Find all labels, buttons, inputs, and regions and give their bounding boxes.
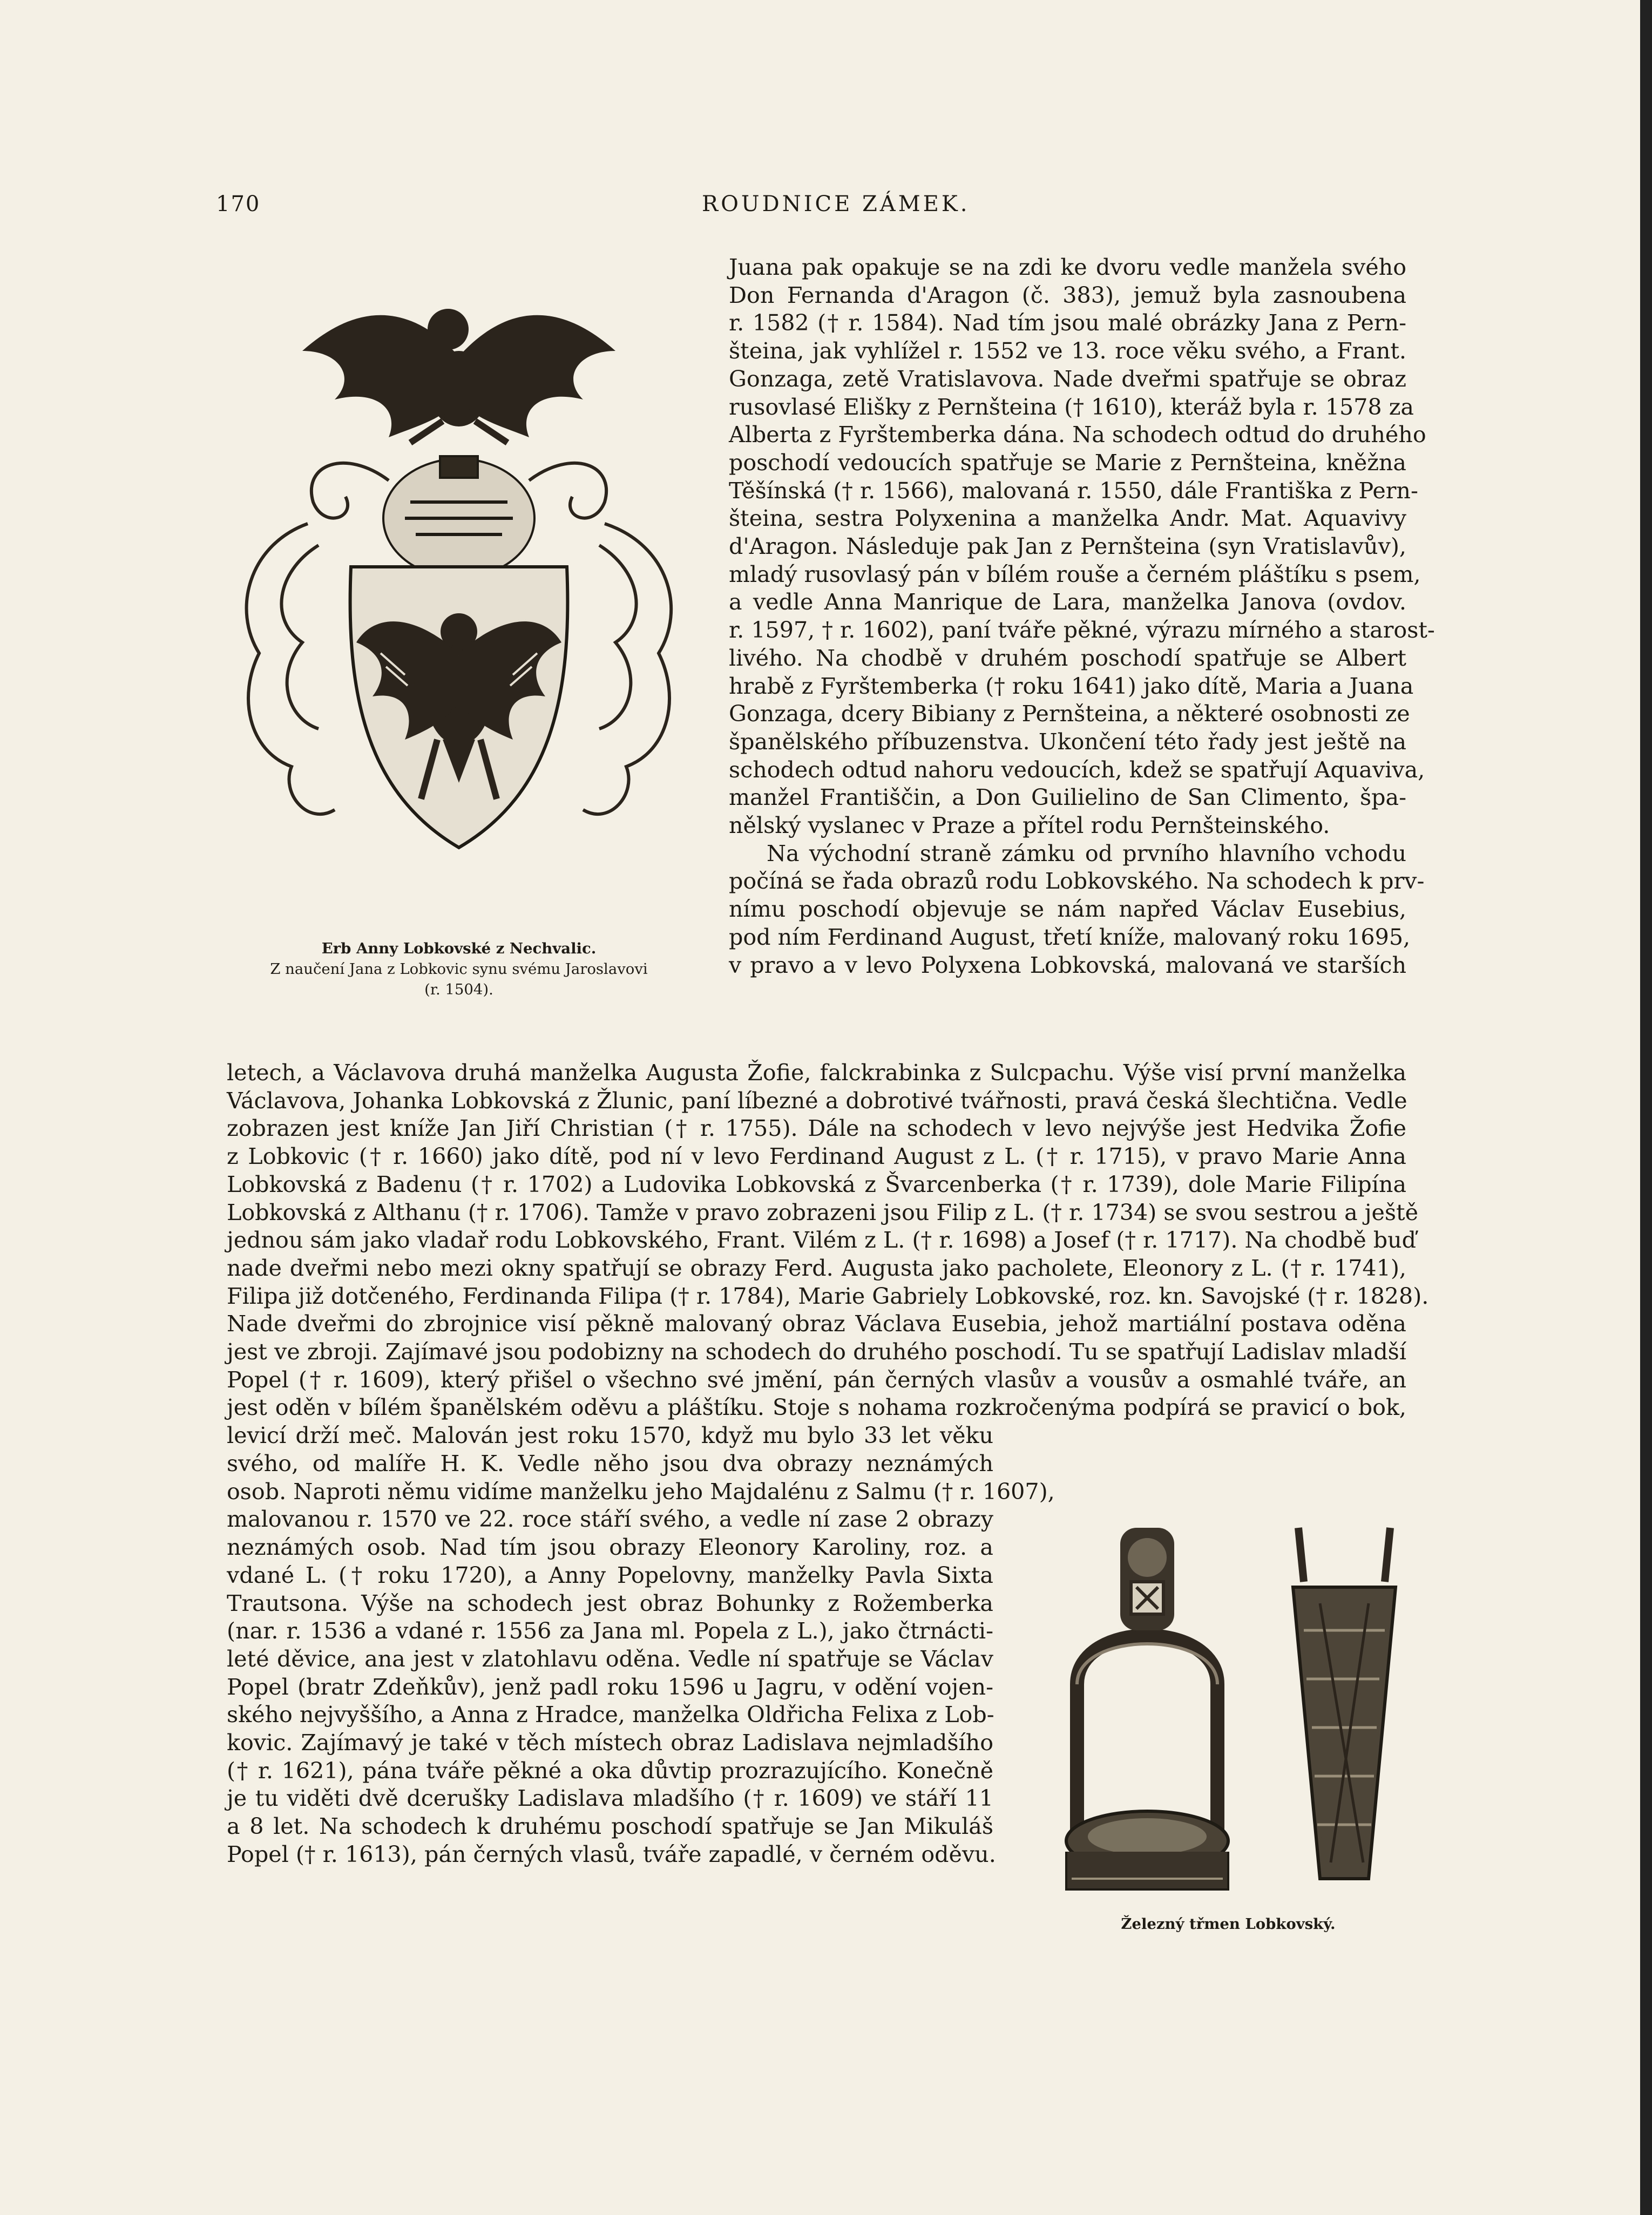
text-line: r. 1597, † r. 1602), paní tváře pěkné, výrazu mírného a starost-: [729, 617, 1435, 643]
text-line: počíná se řada obrazů rodu Lobkovského. Na schodech k prv-: [729, 868, 1425, 895]
text-line: jest oděn v bílém španělském oděvu a pláštíku. Stoje s nohama rozkročenýma podpírá se pravicí o bok,: [227, 1394, 1406, 1421]
page-edge: [1640, 0, 1652, 2215]
text-line: zobrazen jest kníže Jan Jiří Christian († r. 1755). Dále na schodech v levo nejvýše jest Hedvika Žofie: [227, 1115, 1406, 1142]
text-line: šteina, jak vyhlížel r. 1552 ve 13. roce věku svého, a Frant.: [729, 338, 1406, 364]
text-line: nade dveřmi nebo mezi okny spatřují se obrazy Ferd. Augusta jako pacholete, Eleonory z L. († r. 1741),: [227, 1255, 1406, 1281]
text-line: d'Aragon. Následuje pak Jan z Pernšteina (syn Vratislavův),: [729, 533, 1406, 560]
coat-of-arms-caption-title: Erb Anny Lobkovské z Nechvalic.: [321, 940, 597, 957]
text-line: Juana pak opakuje se na zdi ke dvoru vedle manžela svého: [729, 254, 1406, 280]
text-line: Václavova, Johanka Lobkovská z Žlunic, paní líbezné a dobrotivé tvářnosti, pravá česká šlechtična. Vedle: [227, 1087, 1407, 1114]
text-block-2-tail: [227, 1422, 993, 1450]
text-line: pod ním Ferdinand August, třetí kníže, malovaný roku 1695,: [729, 924, 1411, 950]
text-line: Popel (bratr Zdeňkův), jenž padl roku 1596 u Jagru, v odění vojen-: [227, 1674, 993, 1700]
text-line: v pravo a v levo Polyxena Lobkovská, malovaná ve starších: [729, 952, 1406, 978]
coat-of-arms-caption-line: (r. 1504).: [424, 981, 493, 998]
text-line: Lobkovská z Badenu († r. 1702) a Ludovika Lobkovská z Švarcenberka († r. 1739), dole Marie Filipína: [227, 1171, 1406, 1197]
text-line: Filipa již dotčeného, Ferdinanda Filipa († r. 1784), Marie Gabriely Lobkovské, roz. kn. Savojské († r. 1828).: [227, 1283, 1429, 1309]
text-line: hrabě z Fyrštemberka († roku 1641) jako dítě, Maria a Juana: [729, 673, 1414, 699]
coat-of-arms-caption-line: Z naučení Jana z Lobkovic synu svému Jaroslavovi: [270, 960, 648, 978]
text-line: jest ve zbroji. Zajímavé jsou podobizny na schodech do druhého poschodí. Tu se spatřují Ladislav mladší: [227, 1339, 1406, 1365]
coat-of-arms-caption: [227, 938, 691, 1000]
text-line: osob. Naproti němu vidíme manželku jeho Majdalénu z Salmu († r. 1607),: [227, 1478, 1055, 1505]
text-line: nímu poschodí objevuje se nám napřed Václav Eusebius,: [729, 896, 1406, 923]
text-line: z Lobkovic († r. 1660) jako dítě, pod ní v levo Ferdinand August z L. († r. 1715), v pravo Marie Anna: [227, 1143, 1406, 1170]
text-line: ského nejvyššího, a Anna z Hradce, manželka Oldřicha Felixa z Lob-: [227, 1702, 994, 1728]
coat-of-arms-illustration: [227, 265, 691, 939]
text-line: mladý rusovlasý pán v bílém rouše a černém pláštíku s psem,: [729, 561, 1421, 587]
text-line: Trautsona. Výše na schodech jest obraz Bohunky z Rožemberka: [227, 1590, 993, 1616]
text-line: letech, a Václavova druhá manželka Augusta Žofie, falckrabinka z Sulcpachu. Výše visí první manželka: [227, 1060, 1406, 1086]
text-block-3: [227, 1450, 1055, 1869]
text-line: vdané L. († roku 1720), a Anny Popelovny, manželky Pavla Sixta: [227, 1562, 993, 1588]
text-line: Gonzaga, dcery Bibiany z Pernšteina, a některé osobnosti ze: [729, 701, 1410, 727]
text-line: r. 1582 († r. 1584). Nad tím jsou malé obrázky Jana z Pern-: [729, 310, 1406, 336]
text-line: Na východní straně zámku od prvního hlavního vchodu: [767, 840, 1406, 866]
text-line: nělský vyslanec v Praze a přítel rodu Pernšteinského.: [729, 812, 1330, 839]
text-line: poschodí vedoucích spatřuje se Marie z Pernšteina, kněžna: [729, 449, 1406, 476]
text-line: livého. Na chodbě v druhém poschodí spatřuje se Albert: [729, 645, 1406, 671]
text-line: manžel Františčin, a Don Guilielino de San Climento, špa-: [729, 784, 1406, 811]
text-line: a 8 let. Na schodech k druhému poschodí spatřuje se Jan Mikuláš: [227, 1813, 993, 1840]
text-block-1: [729, 254, 1435, 979]
text-line: schodech odtud nahoru vedoucích, kdež se spatřují Aquaviva,: [729, 756, 1425, 783]
text-line: Popel († r. 1609), který přišel o všechno své jmění, pán černých vlasův a vousův a osmahlé tváře, an: [227, 1366, 1406, 1393]
text-line: Gonzaga, zetě Vratislavova. Nade dveřmi spatřuje se obraz: [729, 365, 1406, 392]
text-line: šteina, sestra Polyxenina a manželka Andr. Mat. Aquavivy: [729, 505, 1406, 532]
text-line: Don Fernanda d'Aragon (č. 383), jemuž byla zasnoubena: [729, 282, 1406, 308]
text-line: a vedle Anna Manrique de Lara, manželka Janova (ovdov.: [729, 589, 1406, 615]
text-line: je tu viděti dvě dcerušky Ladislava mladšího († r. 1609) ve stáří 11: [227, 1785, 993, 1812]
text-line: malovanou r. 1570 ve 22. roce stáří svého, a vedle ní zase 2 obrazy: [227, 1506, 993, 1533]
text-line: neznámých osob. Nad tím jsou obrazy Eleonory Karoliny, roz. a: [227, 1534, 993, 1561]
stirrup-caption: Železný třmen Lobkovský.: [1121, 1915, 1336, 1933]
text-line: jednou sám jako vladař rodu Lobkovského, Frant. Vilém z L. († r. 1698) a Josef († r. 1717). Na chodbě buď: [227, 1227, 1417, 1254]
text-line: († r. 1621), pána tváře pěkné a oka důvtip prozrazujícího. Konečně: [227, 1757, 993, 1784]
text-line: Těšínská († r. 1566), malovaná r. 1550, dále Františka z Pern-: [729, 477, 1418, 504]
text-line: španělského příbuzenstva. Ukončení této řady jest ještě na: [729, 728, 1406, 755]
text-line: (nar. r. 1536 a vdané r. 1556 za Jana ml. Popela z L.), jako čtrnácti-: [227, 1618, 993, 1644]
text-line: Nade dveřmi do zbrojnice visí pěkně malovaný obraz Václava Eusebia, jehož martiální postava oděna: [227, 1311, 1406, 1337]
text-line: Alberta z Fyrštemberka dána. Na schodech odtud do druhého: [729, 422, 1426, 448]
iron-stirrup-illustration: [1039, 1506, 1417, 1916]
text-line: Popel († r. 1613), pán černých vlasů, tváře zapadlé, v černém oděvu.: [227, 1841, 996, 1867]
text-line: levicí drží meč. Malován jest roku 1570, když mu bylo 33 let věku: [227, 1423, 993, 1448]
text-line: svého, od malíře H. K. Vedle něho jsou dva obrazy neznámých: [227, 1451, 993, 1476]
text-line: kovic. Zajímavý je také v těch místech obraz Ladislava nejmladšího: [227, 1730, 993, 1756]
page-number: 170: [216, 192, 261, 216]
text-line: leté děvice, ana jest v zlatohlavu oděna. Vedle ní spatřuje se Václav: [227, 1645, 993, 1672]
text-line: rusovlasé Elišky z Pernšteina († 1610), kteráž byla r. 1578 za: [729, 394, 1414, 420]
running-header: ROUDNICE ZÁMEK.: [702, 192, 970, 216]
text-block-2: [227, 1059, 1429, 1422]
text-line: Lobkovská z Althanu († r. 1706). Tamže v pravo zobrazeni jsou Filip z L. († r. 1734) se svou sestrou a ještě: [227, 1199, 1418, 1225]
